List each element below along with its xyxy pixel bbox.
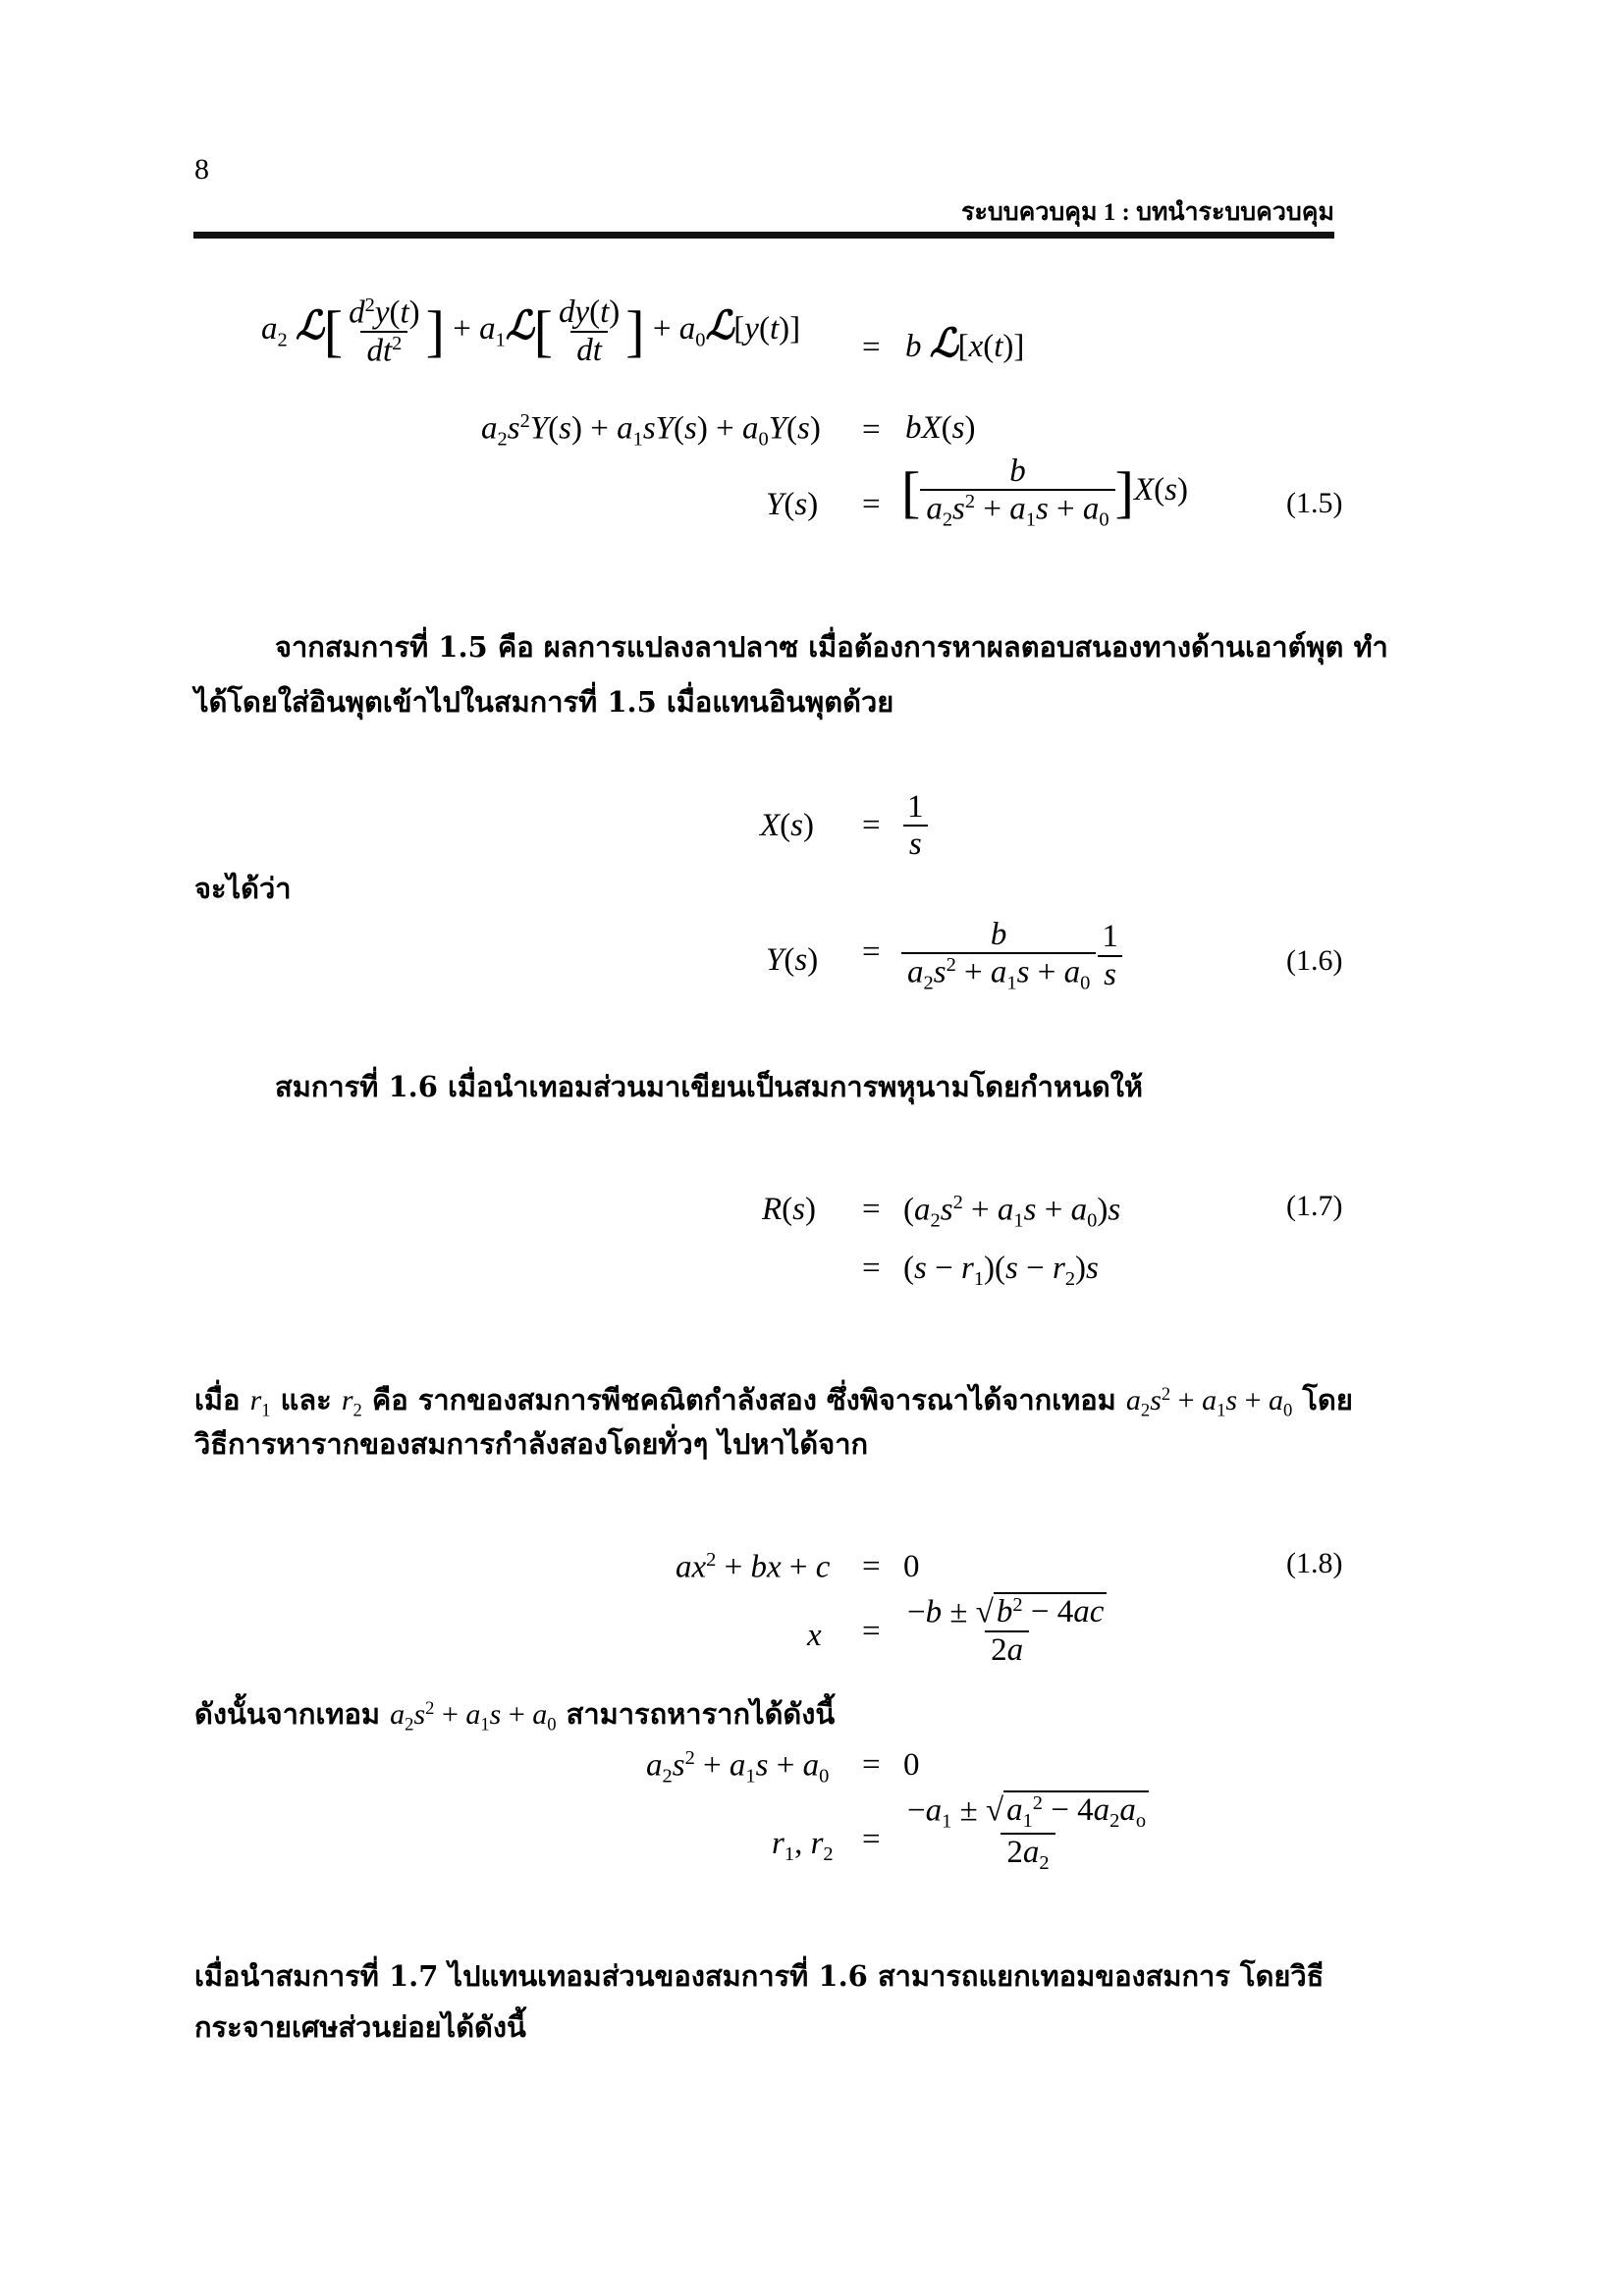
equation-number: (1.6) — [1286, 944, 1343, 977]
equation-laplace-rhs: b ℒ[x(t)] — [905, 320, 1025, 366]
roots-equation-lhs: $a_2s^2 + a_1s + a_0$ — [646, 1747, 830, 1788]
quadratic-formula-rhs: $\frac{-b \pm √b^2 - 4ac}{2a}$ — [901, 1594, 1112, 1668]
equation-number: (1.5) — [1286, 487, 1343, 519]
equation-number: (1.7) — [1286, 1190, 1343, 1222]
word: และ — [280, 1383, 332, 1417]
equals-sign: = — [862, 412, 881, 448]
paragraph-line: จากสมการที่ 1.5 คือ ผลการแปลงลาปลาซ เมื่อต้องการหาผลตอบสนองทางด้านเอาต์พุต ทำ — [275, 630, 1388, 664]
equation-output-rhs: $\frac{b}{a_2s^2 + a_1s + a_0}$ $\frac{1}{s}$ — [901, 917, 1124, 994]
quadratic-formula-lhs: x — [807, 1618, 822, 1653]
running-title: ระบบควบคุม 1 : บทนำระบบควบคุม — [961, 199, 1334, 226]
equals-sign: = — [862, 487, 881, 522]
equation-polynomial-rhs: $(a_2s^2 + a_1s + a_0)s$ — [903, 1192, 1121, 1232]
header-rule — [193, 232, 1334, 239]
paragraph-line: สมการที่ 1.6 เมื่อนำเทอมส่วนมาเขียนเป็นสมการพหุนามโดยกำหนดให้ — [275, 1070, 1144, 1103]
equation-input-rhs: $\frac{1}{s}$ — [901, 789, 930, 863]
word: โดย — [1302, 1383, 1353, 1417]
equation-quadratic-lhs: $ax^2$ + bx + c — [676, 1549, 831, 1585]
equation-number: (1.8) — [1286, 1547, 1343, 1579]
equals-sign: = — [862, 808, 881, 843]
paragraph-line: เมื่อนำสมการที่ 1.7 ไปแทนเทอมส่วนของสมการที่ 1.6 สามารถแยกเทอมของสมการ โดยวิธี — [194, 1959, 1325, 1993]
paragraph-line: จะได้ว่า — [194, 872, 292, 905]
equation-transfer-rhs: [ $\frac{b}{a_2s^2 + a_1s + a_0}$ ]X(s) — [901, 454, 1188, 531]
equals-sign: = — [862, 1747, 881, 1783]
paragraph-line: ได้โดยใส่อินพุตเข้าไปในสมการที่ 1.5 เมื่อแทนอินพุตด้วย — [194, 685, 894, 719]
roots-equation-rhs: 0 — [903, 1747, 920, 1783]
equation-factored-rhs: $(s - r_1)(s - r_2)s$ — [903, 1251, 1099, 1291]
equals-sign: = — [862, 1614, 881, 1649]
paragraph-line: เมื่อ $r_1$ และ $r_2$ คือ รากของสมการพีชคณิตกำลังสอง ซึ่งพิจารณาได้จากเทอม $a_2s^2 + a_1s + a_0$ โดย — [194, 1383, 1353, 1421]
equals-sign: = — [862, 934, 881, 970]
equation-polynomial-lhs: R(s) — [762, 1192, 817, 1227]
roots-formula-lhs: $r_1$, $r_2$ — [772, 1826, 834, 1866]
equation-output-lhs: Y(s) — [766, 942, 819, 978]
equals-sign: = — [862, 330, 881, 365]
equation-quadratic-rhs: 0 — [903, 1549, 920, 1584]
word: ดังนั้นจากเทอม — [194, 1697, 381, 1732]
equals-sign: = — [862, 1192, 881, 1227]
equation-laplace-lhs: $a_2$ ℒ[ $\frac{d^2y(t)}{dt^2}$ ] + $a_1ℒ$[ $\frac{dy(t)}{dt}$ ] + $a_0ℒ[y(t)]$ — [261, 294, 801, 368]
equation-s-domain-rhs: bX(s) — [905, 410, 976, 446]
equation-transfer-lhs: Y(s) — [766, 487, 819, 522]
roots-formula-rhs: $\frac{-a_1 \pm √a_1^2 - 4a_2a_o}{2a_2}$ — [901, 1792, 1155, 1875]
equation-input-lhs: X(s) — [760, 808, 815, 843]
paragraph-line: วิธีการหารากของสมการกำลังสองโดยทั่วๆ ไปหาได้จาก — [194, 1427, 869, 1461]
equals-sign: = — [862, 1549, 881, 1584]
equals-sign: = — [862, 1822, 881, 1857]
equals-sign: = — [862, 1251, 881, 1286]
word: เมื่อ — [194, 1383, 241, 1417]
page-number: 8 — [194, 153, 209, 186]
paragraph-line: กระจายเศษส่วนย่อยได้ดังนี้ — [194, 2010, 526, 2044]
word: สามารถหารากได้ดังนี้ — [566, 1697, 836, 1732]
word: คือ รากของสมการพีชคณิตกำลังสอง ซึ่งพิจารณาได้จากเทอม — [371, 1383, 1116, 1417]
paragraph-line: ดังนั้นจากเทอม $a_2s^2 + a_1s + a_0$ สามารถหารากได้ดังนี้ — [194, 1697, 836, 1735]
equation-s-domain-lhs: $a_2s^2Y(s) + a_1sY(s) + a_0Y(s)$ — [481, 410, 821, 451]
